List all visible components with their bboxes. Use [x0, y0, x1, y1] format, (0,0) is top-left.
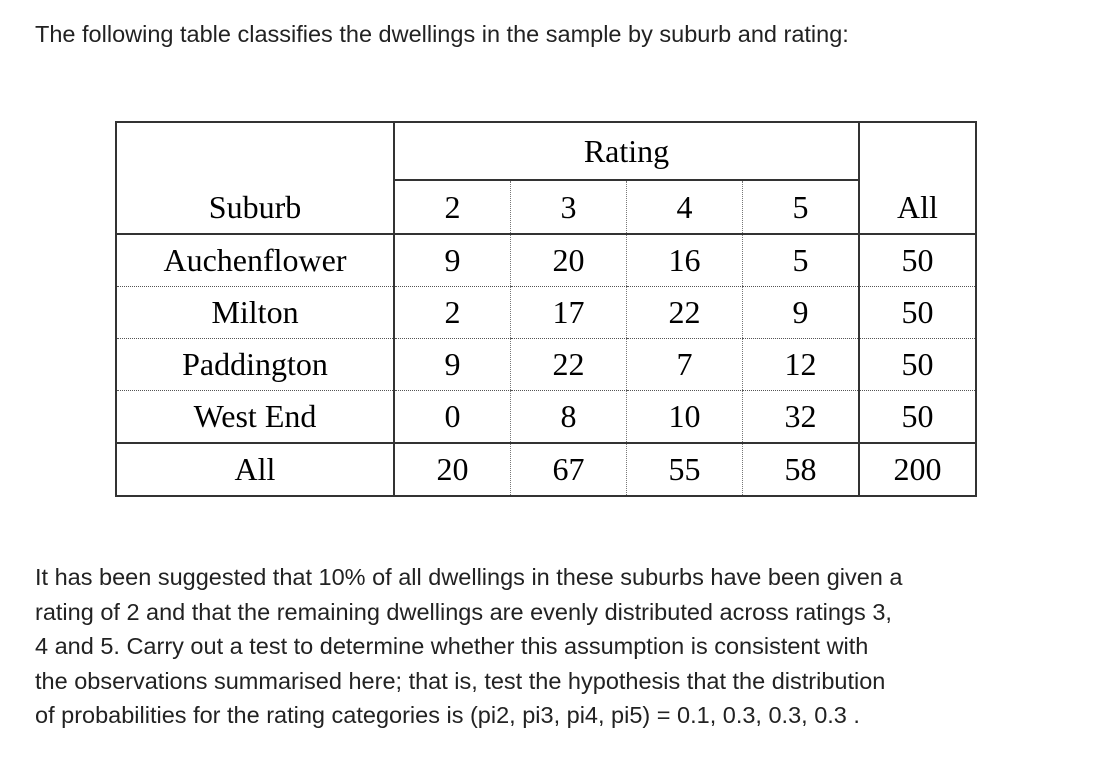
- question-line: It has been suggested that 10% of all dwellings in these suburbs have been given a: [35, 564, 903, 590]
- question-text: [35, 560, 1075, 733]
- header-blank-all-cell: [859, 122, 976, 180]
- count-cell: 12: [743, 339, 860, 391]
- count-cell: 2: [394, 287, 511, 339]
- column-total-cell: 67: [511, 443, 627, 496]
- count-cell: 32: [743, 391, 860, 444]
- table-row: [116, 391, 976, 444]
- count-cell: 0: [394, 391, 511, 444]
- count-cell: 9: [394, 234, 511, 287]
- contingency-table: [115, 121, 977, 497]
- count-cell: 22: [627, 287, 743, 339]
- rating-header: Rating: [394, 122, 859, 180]
- table-row: [116, 234, 976, 287]
- count-cell: 9: [743, 287, 860, 339]
- question-line: of probabilities for the rating categories is (pi2, pi3, pi4, pi5) = 0.1, 0.3, 0.3, 0.3 .: [35, 702, 860, 728]
- count-cell: 10: [627, 391, 743, 444]
- row-total-cell: 50: [859, 391, 976, 444]
- count-cell: 7: [627, 339, 743, 391]
- count-cell: 8: [511, 391, 627, 444]
- intro-text: The following table classifies the dwellings in the sample by suburb and rating:: [35, 21, 849, 47]
- table-row: [116, 287, 976, 339]
- grand-total-cell: 200: [859, 443, 976, 496]
- question-line: rating of 2 and that the remaining dwellings are evenly distributed across ratings 3,: [35, 598, 892, 625]
- header-blank-cell: [116, 122, 394, 180]
- table-header-row: [116, 122, 976, 180]
- count-cell: 20: [511, 234, 627, 287]
- column-total-cell: 20: [394, 443, 511, 496]
- question-line: the observations summarised here; that is, test the hypothesis that the distribution: [35, 667, 886, 694]
- column-total-cell: 55: [627, 443, 743, 496]
- count-cell: 9: [394, 339, 511, 391]
- row-total-cell: 50: [859, 287, 976, 339]
- all-column-header: All: [859, 180, 976, 234]
- count-cell: 5: [743, 234, 860, 287]
- suburb-cell: Milton: [116, 287, 394, 339]
- table-row: [116, 339, 976, 391]
- count-cell: 17: [511, 287, 627, 339]
- suburb-header: Suburb: [208, 188, 302, 225]
- suburb-cell: Paddington: [116, 339, 394, 391]
- total-row: [116, 443, 976, 496]
- column-total-cell: 58: [743, 443, 860, 496]
- row-total-cell: 50: [859, 234, 976, 287]
- contingency-table-container: [115, 121, 977, 497]
- row-total-cell: 50: [859, 339, 976, 391]
- count-cell: 22: [511, 339, 627, 391]
- question-line: 4 and 5. Carry out a test to determine whether this assumption is consistent with: [35, 633, 869, 659]
- suburb-cell: Auchenflower: [116, 234, 394, 287]
- rating-column-header: 4: [627, 180, 743, 234]
- rating-column-header: 2: [394, 180, 511, 234]
- total-row-label: All: [116, 443, 394, 496]
- rating-column-header: 3: [511, 180, 627, 234]
- count-cell: 16: [627, 234, 743, 287]
- column-header-row: [116, 180, 976, 234]
- suburb-cell: West End: [193, 398, 317, 434]
- rating-column-header: 5: [743, 180, 860, 234]
